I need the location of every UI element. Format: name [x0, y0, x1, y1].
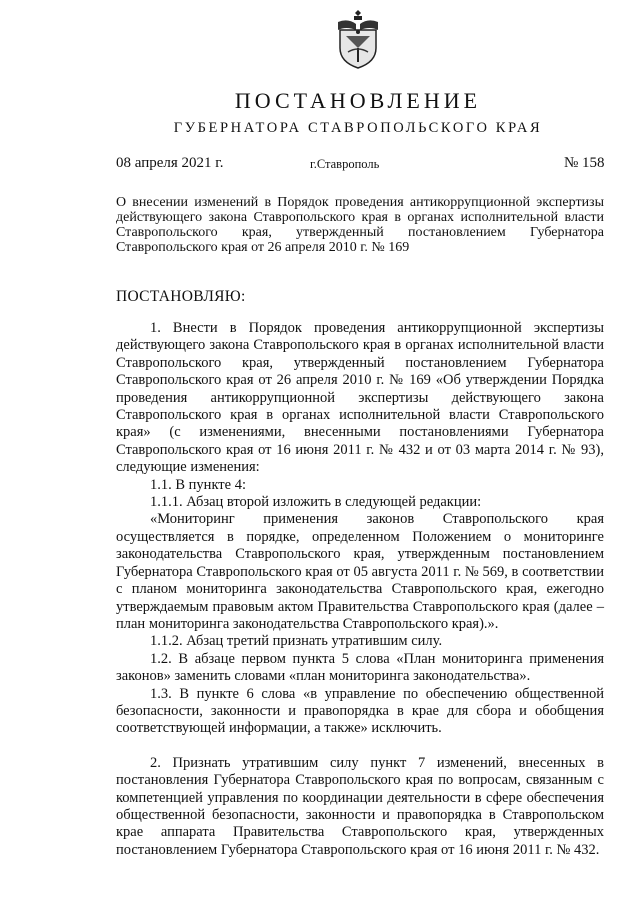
paragraph-1-3: 1.3. В пункте 6 слова «в управление по обеспечению общественной безопасности, законности и правопорядка в крае для сбора и обобщения соответствующей информации, а также» исключить.: [116, 685, 604, 737]
document-heading: О внесении изменений в Порядок проведения антикоррупционной экспертизы действующего закона Ставропольского края в органах исполнительной власти Ставропольского края, утвержденный постановлением Губернатора Ставропольского края от 26 апреля 2010 г. № 169: [116, 195, 604, 255]
document-title: ПОСТАНОВЛЕНИЕ: [234, 88, 482, 113]
document-subtitle: ГУБЕРНАТОРА СТАВРОПОЛЬСКОГО КРАЯ: [173, 120, 543, 136]
document-city: г.Ставрополь: [310, 157, 380, 171]
paragraph-1-2: 1.2. В абзаце первом пункта 5 слова «План мониторинга применения законов» заменить словами «план мониторинга законодательства».: [116, 650, 604, 685]
document-number: № 158: [564, 155, 605, 171]
coat-of-arms-icon: [334, 8, 382, 72]
decree-label: ПОСТАНОВЛЯЮ:: [116, 288, 246, 305]
document-body: [116, 320, 604, 859]
paragraph-2: 2. Признать утратившим силу пункт 7 изменений, внесенных в постановления Губернатора Ставропольского края по вопросам, связанным с компетенцией управления по координации деятельности в сфере обеспечения общественной безопасности, законности и правопорядка в Ставропольском крае аппарата Правительства Ставропольского края, утвержденных постановлением Губернатора Ставропольского края от 16 июня 2011 г. № 432.: [116, 754, 604, 858]
document-date: 08 апреля 2021 г.: [116, 155, 224, 171]
paragraph-1: 1. Внести в Порядок проведения антикоррупционной экспертизы действующего закона Ставропольского края в органах исполнительной власти Ставропольского края, утвержденный постановлением Губернатора Ставропольского края от 26 апреля 2010 г. № 169 «Об утверждении Порядка проведения антикоррупционной экспертизы действующего закона Ставропольского края в органах исполнительной власти Ставропольского края» (с изменениями, внесенными постановлениями Губернатора Ставропольского края от 16 июня 2011 г. № 432 и от 03 марта 2014 г. № 93), следующие изменения:: [116, 320, 604, 476]
paragraph-1-1: 1.1. В пункте 4:: [150, 476, 246, 493]
paragraph-1-1-2: 1.1.2. Абзац третий признать утратившим силу.: [150, 633, 443, 650]
paragraph-1-1-1: 1.1.1. Абзац второй изложить в следующей редакции:: [150, 494, 482, 511]
quoted-paragraph: «Мониторинг применения законов Ставропольского края осуществляется в порядке, определенном Положением о мониторинге законодательства Ставропольского края, утвержденным постановлением Губернатора Ставропольского края от 05 августа 2011 г. № 569, в соответствии с планом мониторинга законодательства Ставропольского края, ежегодно утверждаемым правовым актом Правительства Ставропольского края (далее – план мониторинга законодательства Ставропольского края).».: [116, 511, 604, 632]
